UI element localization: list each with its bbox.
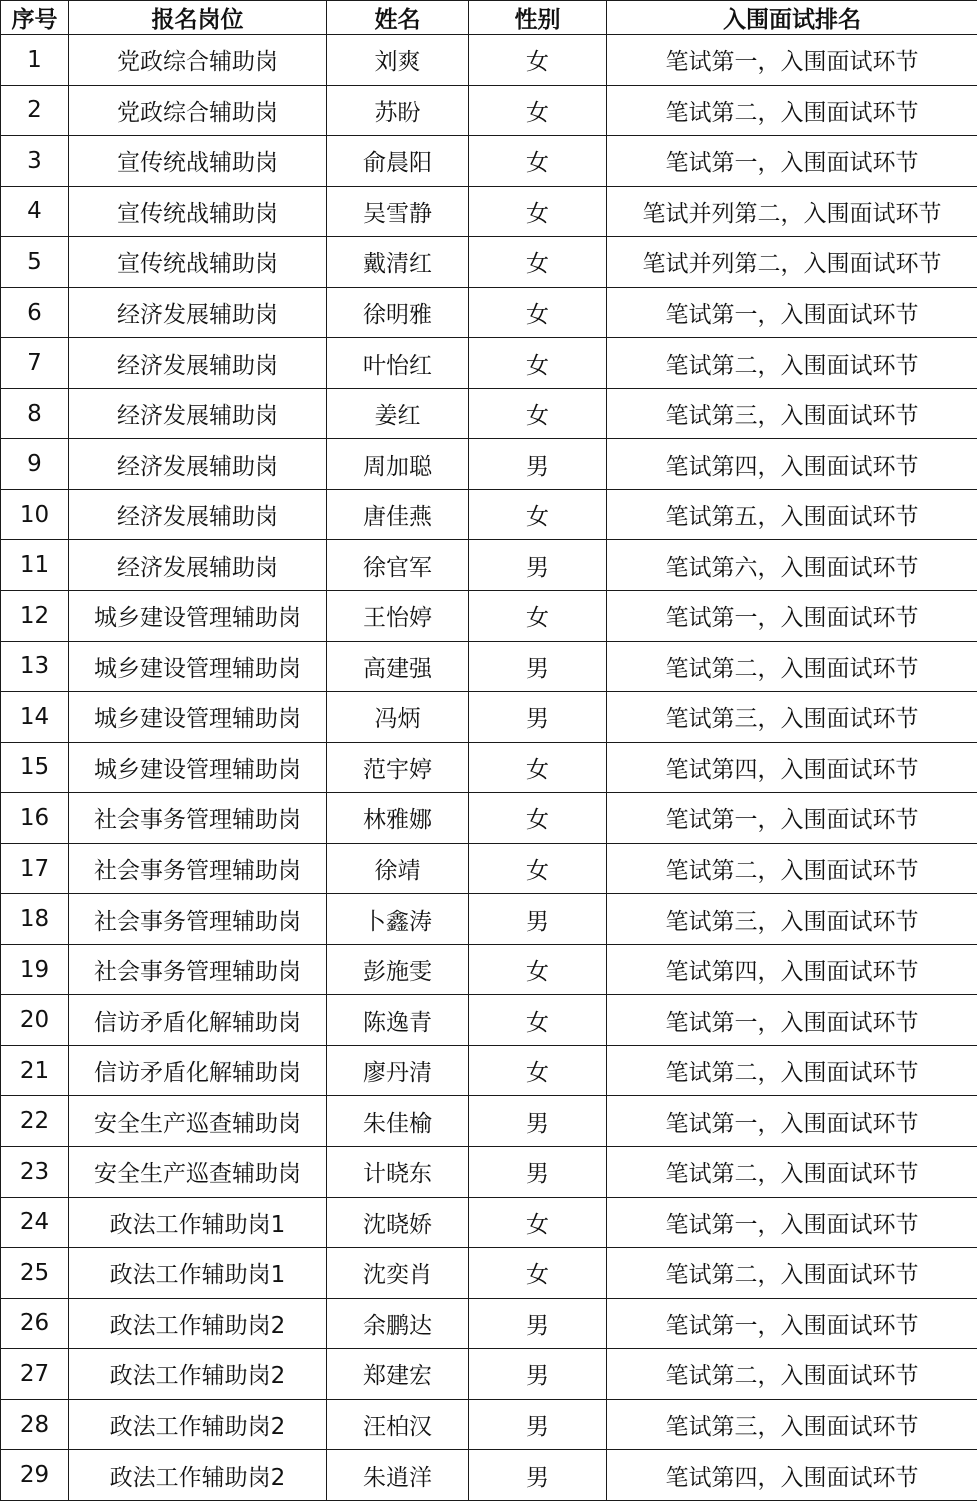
cell-seq: 2 [1,85,69,136]
cell-rank: 笔试第二，入围面试环节 [607,85,977,136]
header-sex: 性别 [469,1,607,35]
table-row [1,1045,977,1096]
table-row [1,338,977,389]
cell-name: 朱佳榆 [327,1096,469,1147]
cell-sex: 女 [469,1197,607,1248]
cell-seq: 12 [1,591,69,642]
table-row [1,793,977,844]
cell-seq: 5 [1,237,69,288]
cell-sex: 男 [469,641,607,692]
table-row [1,894,977,945]
cell-post: 城乡建设管理辅助岗 [69,641,327,692]
cell-rank: 笔试第四，入围面试环节 [607,944,977,995]
cell-seq: 27 [1,1349,69,1400]
cell-sex: 男 [469,1096,607,1147]
cell-name: 苏盼 [327,85,469,136]
cell-rank: 笔试第一，入围面试环节 [607,35,977,86]
cell-name: 陈逸青 [327,995,469,1046]
cell-rank: 笔试第一，入围面试环节 [607,1197,977,1248]
cell-name: 余鹏达 [327,1298,469,1349]
cell-post: 宣传统战辅助岗 [69,136,327,187]
cell-sex: 女 [469,1045,607,1096]
cell-post: 社会事务管理辅助岗 [69,843,327,894]
cell-rank: 笔试第一，入围面试环节 [607,793,977,844]
header-seq: 序号 [1,1,69,35]
cell-sex: 男 [469,1298,607,1349]
cell-name: 唐佳燕 [327,489,469,540]
table-row [1,1349,977,1400]
cell-sex: 女 [469,388,607,439]
cell-post: 宣传统战辅助岗 [69,237,327,288]
cell-rank: 笔试第二，入围面试环节 [607,1248,977,1299]
table-row [1,944,977,995]
cell-rank: 笔试第三，入围面试环节 [607,894,977,945]
cell-post: 安全生产巡查辅助岗 [69,1147,327,1198]
cell-post: 社会事务管理辅助岗 [69,944,327,995]
cell-name: 王怡婷 [327,591,469,642]
cell-seq: 1 [1,35,69,86]
cell-sex: 男 [469,894,607,945]
cell-seq: 19 [1,944,69,995]
table-row [1,1096,977,1147]
cell-rank: 笔试第一，入围面试环节 [607,995,977,1046]
cell-seq: 8 [1,388,69,439]
cell-name: 沈奕肖 [327,1248,469,1299]
cell-name: 俞晨阳 [327,136,469,187]
cell-sex: 男 [469,1450,607,1501]
cell-sex: 男 [469,1349,607,1400]
table-row [1,843,977,894]
cell-sex: 女 [469,136,607,187]
cell-sex: 女 [469,793,607,844]
cell-rank: 笔试第四，入围面试环节 [607,742,977,793]
cell-post: 城乡建设管理辅助岗 [69,692,327,743]
cell-sex: 女 [469,591,607,642]
cell-post: 信访矛盾化解辅助岗 [69,995,327,1046]
cell-seq: 25 [1,1248,69,1299]
table-row [1,1248,977,1299]
cell-name: 戴清红 [327,237,469,288]
cell-post: 城乡建设管理辅助岗 [69,591,327,642]
table-row [1,85,977,136]
cell-sex: 男 [469,540,607,591]
cell-seq: 17 [1,843,69,894]
cell-rank: 笔试第六，入围面试环节 [607,540,977,591]
header-post: 报名岗位 [69,1,327,35]
table-row [1,1298,977,1349]
cell-post: 政法工作辅助岗2 [69,1450,327,1501]
cell-rank: 笔试第二，入围面试环节 [607,1045,977,1096]
table-row [1,35,977,86]
table-row [1,1399,977,1450]
cell-sex: 女 [469,742,607,793]
cell-post: 政法工作辅助岗2 [69,1298,327,1349]
table-body [1,35,977,1501]
cell-sex: 男 [469,439,607,490]
cell-rank: 笔试第一，入围面试环节 [607,1298,977,1349]
cell-name: 周加聪 [327,439,469,490]
cell-seq: 4 [1,186,69,237]
cell-seq: 11 [1,540,69,591]
cell-sex: 男 [469,1147,607,1198]
cell-name: 计晓东 [327,1147,469,1198]
cell-post: 党政综合辅助岗 [69,35,327,86]
cell-name: 冯炳 [327,692,469,743]
cell-name: 高建强 [327,641,469,692]
cell-rank: 笔试并列第二，入围面试环节 [607,237,977,288]
cell-name: 廖丹清 [327,1045,469,1096]
cell-post: 经济发展辅助岗 [69,287,327,338]
cell-sex: 女 [469,35,607,86]
cell-seq: 21 [1,1045,69,1096]
table-row [1,1147,977,1198]
cell-name: 姜红 [327,388,469,439]
cell-sex: 女 [469,287,607,338]
cell-post: 经济发展辅助岗 [69,439,327,490]
cell-name: 徐靖 [327,843,469,894]
cell-rank: 笔试第二，入围面试环节 [607,1349,977,1400]
cell-seq: 24 [1,1197,69,1248]
cell-name: 吴雪静 [327,186,469,237]
cell-rank: 笔试第三，入围面试环节 [607,692,977,743]
table-row [1,489,977,540]
cell-post: 政法工作辅助岗1 [69,1248,327,1299]
cell-name: 彭施雯 [327,944,469,995]
cell-post: 城乡建设管理辅助岗 [69,742,327,793]
cell-seq: 23 [1,1147,69,1198]
table-row [1,591,977,642]
cell-rank: 笔试第三，入围面试环节 [607,388,977,439]
cell-post: 社会事务管理辅助岗 [69,894,327,945]
cell-seq: 16 [1,793,69,844]
cell-seq: 20 [1,995,69,1046]
cell-post: 安全生产巡查辅助岗 [69,1096,327,1147]
cell-sex: 女 [469,995,607,1046]
cell-name: 汪柏汉 [327,1399,469,1450]
cell-seq: 13 [1,641,69,692]
cell-post: 经济发展辅助岗 [69,388,327,439]
cell-rank: 笔试第一，入围面试环节 [607,1096,977,1147]
cell-name: 卜鑫涛 [327,894,469,945]
table-row [1,287,977,338]
cell-rank: 笔试并列第二，入围面试环节 [607,186,977,237]
cell-rank: 笔试第二，入围面试环节 [607,338,977,389]
table-row [1,540,977,591]
cell-post: 社会事务管理辅助岗 [69,793,327,844]
table-row [1,136,977,187]
cell-sex: 女 [469,843,607,894]
table-row [1,186,977,237]
table-row [1,641,977,692]
cell-rank: 笔试第五，入围面试环节 [607,489,977,540]
cell-sex: 男 [469,692,607,743]
cell-name: 沈晓娇 [327,1197,469,1248]
cell-sex: 男 [469,1399,607,1450]
header-name: 姓名 [327,1,469,35]
cell-sex: 女 [469,186,607,237]
cell-seq: 9 [1,439,69,490]
cell-name: 徐明雅 [327,287,469,338]
table-row [1,692,977,743]
cell-rank: 笔试第三，入围面试环节 [607,1399,977,1450]
cell-seq: 14 [1,692,69,743]
cell-name: 刘爽 [327,35,469,86]
cell-sex: 女 [469,338,607,389]
table-row [1,439,977,490]
table-header-row [1,1,977,35]
cell-name: 朱逍洋 [327,1450,469,1501]
cell-rank: 笔试第一，入围面试环节 [607,591,977,642]
cell-seq: 7 [1,338,69,389]
cell-seq: 18 [1,894,69,945]
table-row [1,388,977,439]
cell-rank: 笔试第一，入围面试环节 [607,136,977,187]
cell-name: 范宇婷 [327,742,469,793]
cell-name: 叶怡红 [327,338,469,389]
table-row [1,1450,977,1501]
cell-seq: 3 [1,136,69,187]
cell-sex: 女 [469,237,607,288]
cell-post: 党政综合辅助岗 [69,85,327,136]
cell-seq: 15 [1,742,69,793]
cell-seq: 28 [1,1399,69,1450]
cell-rank: 笔试第二，入围面试环节 [607,641,977,692]
cell-rank: 笔试第四，入围面试环节 [607,1450,977,1501]
cell-post: 经济发展辅助岗 [69,540,327,591]
cell-seq: 29 [1,1450,69,1501]
cell-post: 经济发展辅助岗 [69,338,327,389]
cell-seq: 22 [1,1096,69,1147]
cell-rank: 笔试第一，入围面试环节 [607,287,977,338]
cell-seq: 10 [1,489,69,540]
cell-name: 林雅娜 [327,793,469,844]
cell-sex: 女 [469,1248,607,1299]
cell-post: 宣传统战辅助岗 [69,186,327,237]
cell-sex: 女 [469,85,607,136]
table-row [1,1197,977,1248]
cell-sex: 女 [469,944,607,995]
header-rank: 入围面试排名 [607,1,977,35]
cell-rank: 笔试第二，入围面试环节 [607,843,977,894]
cell-post: 政法工作辅助岗1 [69,1197,327,1248]
cell-post: 信访矛盾化解辅助岗 [69,1045,327,1096]
cell-rank: 笔试第二，入围面试环节 [607,1147,977,1198]
cell-name: 郑建宏 [327,1349,469,1400]
cell-name: 徐官军 [327,540,469,591]
table-row [1,742,977,793]
cell-seq: 26 [1,1298,69,1349]
cell-seq: 6 [1,287,69,338]
table-row [1,237,977,288]
table-row [1,995,977,1046]
cell-post: 经济发展辅助岗 [69,489,327,540]
cell-sex: 女 [469,489,607,540]
cell-post: 政法工作辅助岗2 [69,1349,327,1400]
cell-post: 政法工作辅助岗2 [69,1399,327,1450]
cell-rank: 笔试第四，入围面试环节 [607,439,977,490]
